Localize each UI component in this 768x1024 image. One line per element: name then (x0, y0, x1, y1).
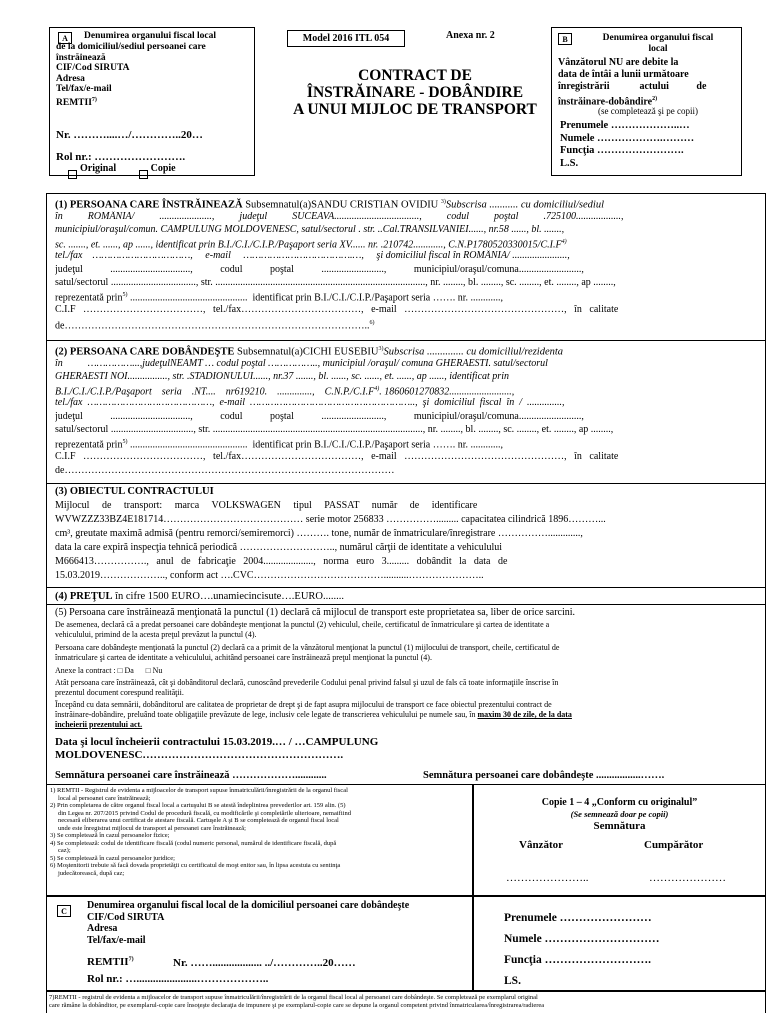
copies-signature-label: Semnătura (593, 820, 646, 832)
decl-deadline: maxim 30 de zile, de la data (477, 710, 572, 719)
box-a-adresa: Adresa (56, 73, 85, 84)
box-c-remtii: REMTII (87, 956, 129, 968)
copies-seller-label: Vânzător (519, 839, 563, 851)
copie-checkbox[interactable] (139, 170, 148, 179)
seller-line-5: tel./fax ……………………………, e-mail ……………………………….…, şi domiciliul fiscal în ROMÂNIA/ ......................, (55, 250, 570, 261)
seller-line-10: de……………………………………………………………………………….. (55, 320, 370, 332)
box-a-remtii-sup: 7) (91, 96, 97, 103)
footnote-line: 2) Prin completarea de către organul fiscal local a cartuşului B se atestă îndeplinirea prevederilor art. 159 alin. (5) (50, 802, 346, 809)
footnote-line: din Legea nr. 207/2015 privind Codul de procedură fiscală, cu modificările şi completările ulterioare, nemaifiind (58, 809, 351, 817)
box-b-text-4-sup: 2) (652, 96, 658, 102)
box-d-functia: Funcţia ………………………. (504, 954, 651, 966)
buyer-line-4: B.I./C.I./C.I.P./Paşaport seria .NT.... nr619210. .............., C.N.P./C.I.F (55, 386, 375, 398)
box-b (551, 27, 742, 176)
footnote-line: 1) REMTII - Registrul de evidenta a mijloacelor de transport supuse înmatriculării/înregistrării de la organul fiscal (50, 787, 348, 794)
contract-title-3: A UNUI MIJLOC DE TRANSPORT (293, 101, 537, 118)
decl-line-11: încheierii prezentului act. (55, 720, 143, 729)
seller-line-8: reprezentată prin (55, 292, 123, 304)
box-a-letter: A (58, 32, 72, 44)
section-object (46, 483, 766, 587)
box-c-nr: Nr. …….................. ../…………..20…… (173, 957, 356, 969)
section-seller (46, 193, 766, 340)
contract-title-2: ÎNSTRĂINARE - DOBÂNDIRE (306, 84, 524, 101)
buyer-sup-3: 3) (378, 346, 384, 352)
buyer-signature[interactable]: Semnătura persoanei care dobândeşte .................……. (423, 770, 665, 781)
decl-line-2: De asemenea, declară că a predat persoanei care dobândeşte menţionat la punctul (2) vehiculul, cheile, certificatul de înmatriculare şi cartea de identitate a (55, 620, 550, 629)
section-buyer (46, 340, 766, 483)
box-d-nume: Numele ………………………… (504, 933, 660, 945)
box-b-nume: Numele ……………….……… (560, 132, 695, 144)
footnote-line: local al persoanei care înstrăinează; (58, 794, 151, 802)
box-b-text-3: înregistrării actului de (558, 81, 707, 92)
copies-buyer-label: Cumpărător (644, 839, 704, 851)
footnote-line: caz); (58, 847, 71, 854)
buyer-line-3: GHERAESTI NOI................, str. .STADIONULUI......, nr.37 ......., bl. ......, sc. ......, et. ......, ap ......, identificat prin (55, 371, 509, 382)
decl-line-8: prezentul document corespund realităţii. (55, 688, 184, 697)
buyer-heading: (2) PERSOANA CARE DOBÂNDEŞTE (55, 346, 235, 358)
section-price (46, 587, 766, 604)
box-c-tel: Tel/fax/e-mail (87, 934, 146, 946)
box-a-rol: Rol nr.: ……………………. (56, 151, 186, 163)
object-line-2: WVWZZZ33BZ4E181714…………………………………… serie motor 256833 ……………......... capacitatea cilindrică 1896………... (55, 514, 606, 525)
box-c-remtii-sup: 7) (128, 956, 134, 963)
decl-line-9: Începând cu data semnării, dobânditorul are calitatea de proprietar de drept şi de fapt asupra mijlocului de transport ce face obiectul prezentului contract de (55, 700, 552, 709)
box-b-title-2: local (648, 44, 668, 54)
contract-date-place-1: Data şi locul încheierii contractului 15.03.2019.… / …CAMPULUNG (55, 736, 379, 748)
buyer-sup-5: 5) (122, 439, 128, 445)
box-b-title-1: Denumirea organului fiscal (602, 33, 714, 43)
buyer-subscrisa: Subscrisa .............. cu domiciliul/rezidenta (383, 346, 564, 358)
section-declarations (46, 604, 766, 784)
buyer-line-6: judeţul ................................, codul poştal ........................., municipiul/oraşul/comuna........................., (55, 411, 584, 422)
box-c (46, 896, 473, 991)
copies-buyer-signature[interactable]: ………………… (649, 872, 726, 884)
box-b-functia: Funcţia ……………………. (560, 145, 684, 156)
contract-title-1: CONTRACT DE (358, 67, 472, 84)
buyer-line-10: de……………………………………………………………………………………… (55, 465, 395, 476)
contract-date-place-2: MOLDOVENESC………………………………………………. (55, 749, 344, 761)
box-b-text-1: Vânzătorul NU are debite la (558, 57, 679, 68)
model-code: Model 2016 ITL 054 (287, 30, 405, 47)
buyer-line-2: în ……………...,judeţulNEAMT … codul poştal …………….., municipiul /oraşul/ comuna GHERAESTI. satul/sectorul (55, 358, 548, 369)
original-label: Original (80, 163, 117, 174)
box-b-text-2: data de întâi a lunii următoare (558, 69, 689, 80)
decl-line-7: Atât persoana care înstrăinează, cât şi dobânditorul declară, cunoscând prevederile Codului penal privind falsul şi uzul de fals că toate informaţiile înscrise în (55, 678, 559, 687)
box-a-cif: CIF/Cod SIRUTA (56, 63, 130, 73)
box-a-tel: Tel/fax/e-mail (56, 84, 112, 94)
copies-subtitle: (Se semnează doar pe copii) (570, 809, 669, 819)
object-line-4: data la care expiră inspecţia tehnică periodică ……………………….., numărul cărţii de identitate a vehiculului (55, 542, 503, 553)
seller-sup-6: 6) (369, 320, 375, 326)
footnote-line: unde este înregistrat mijlocul de transport al persoanei care înstrăinează; (58, 824, 246, 832)
buyer-line-9: C.I.F ………………………………, tel./fax………………………………, e-mail …………………………………………, în calitate (55, 451, 619, 462)
copies-seller-signature[interactable]: ………………….. (506, 872, 589, 884)
original-checkbox[interactable] (68, 170, 77, 179)
box-c-adresa: Adresa (87, 923, 118, 934)
decl-line-5: înmatriculare şi cartea de identitate a vehiculului, achitând persoanei care înstrăinează preţul menţionat la punctul (4). (55, 653, 432, 662)
footnote-line: 4) Se completează: codul de identificare fiscală (codul numeric personal, numărul de identificare fiscală, după (50, 839, 337, 847)
box-a (49, 27, 255, 176)
footnote-line: 3) Se completează în cazul persoanelor fizice; (50, 832, 170, 839)
buyer-line-8b: ............................................... identificat prin B.I./C.I./C.I.P./Paşaport seria ……. nr. ............, (127, 439, 503, 451)
buyer-name: Subsemnatul(a)CICHI EUSEBIU (234, 346, 379, 358)
box-b-text-4: înstrăinare-dobândire (558, 96, 653, 108)
seller-subscrisa: Subscrisa ........... cu domiciliul/sediul (445, 199, 604, 211)
footnote-line: necesară eliberarea unui certificat de atestare fiscală. Cartuşele A şi B se completează de organul fiscal local (58, 817, 339, 824)
box-c-title: Denumirea organului fiscal local de la domiciliul persoanei care dobândeşte (87, 900, 410, 911)
seller-line-6: judeţul ................................, codul poştal ........................., municipiul/oraşul/comuna........................., (55, 264, 584, 275)
seller-sup-4: 4) (561, 239, 567, 245)
box-c-cif: CIF/Cod SIRUTA (87, 911, 165, 923)
box-b-prenume: Prenumele ………………..… (560, 120, 690, 131)
seller-heading: (1) PERSOANA CARE ÎNSTRĂINEAZĂ (55, 199, 243, 211)
box-c-rol: Rol nr.: …......................……………….. (87, 973, 269, 985)
box-a-title-2: de la domiciliul/sediul persoanei care (56, 42, 206, 52)
seller-signature[interactable]: Semnătura persoanei care înstrăinează ………………............ (55, 770, 327, 781)
footer-line-1: 7)REMTII - registrul de evidenta a mijloacelor de transport supuse înmatriculării/înregistrării de la organul fiscal local al persoanei care dobândeşte. Se completează pe exemplarul original (49, 994, 538, 1001)
seller-line-4: sc. ......., et. ......, ap ......, identificat prin B.I./C.I./C.I.P./Paşaport seria XV...... nr. .210742............, C.N.P1780520330015/C.I.F (55, 239, 562, 251)
annex-yes-no: Anexe la contract : □ Da □ Nu (55, 666, 163, 675)
decl-line-3: vehiculului, primind de la acesta preţul prevăzut la punctul (4). (55, 630, 257, 639)
seller-sup-3: 3) (440, 199, 446, 205)
object-line-6: 15.03.2019……………….., conform act ….CVC…………………………………..........………………….. (55, 570, 484, 581)
box-d-ls: LS. (504, 975, 521, 987)
footnotes-box (46, 784, 473, 896)
buyer-line-7: satul/sectorul ................................., str. ...................................................................................., nr. ........, bl. ........, sc. ........, et. ........, ap ........, (55, 424, 614, 435)
seller-sup-5: 5) (122, 292, 128, 298)
footnote-line: judecătorească, după caz; (58, 869, 125, 877)
copies-title: Copie 1 – 4 „Conform cu originalul” (541, 797, 698, 808)
seller-line-9: C.I.F ………………………………, tel./fax………………………………, e-mail …………………………………………, în calitate (55, 304, 619, 315)
footnote-line: 6) Moştenitorii trebuie să facă dovada proprietăţii cu certificatul de moşt enitor sau, în lipsa acestuia cu sentinţa (50, 862, 341, 869)
footer-line-2: care rămâne la dobânditor, pe exemplarul-copie care însoţeşte declaraţia de impunere şi pe exemplarul-copie care se depune la organul competent privind înmatricularea/înregistrarea/radierea (49, 1001, 545, 1009)
copies-box (473, 784, 766, 896)
buyer-sup-4: 4) (374, 386, 380, 392)
footnotes-list (50, 787, 470, 877)
buyer-line-5: tel./fax ……………………………………, e-mail ……………………………………………….., şi domiciliul fiscal în / .............., (55, 397, 565, 408)
box-a-nr: Nr. ………....…/…………..20… (56, 129, 203, 141)
decl-line-4: Persoana care dobândeşte menţionată la punctul (2) declară ca a primit de la vânzătorul menţionat la punctul (1) mijlocului de transport, cheile, certificatul de (55, 643, 560, 652)
box-a-remtii: REMTII (56, 97, 92, 108)
copie-label: Copie (150, 163, 176, 174)
seller-line-3: municipiul/oraşul/comun. CAMPULUNG MOLDOVENESC, satul/sectorul . str. ..Cal.TRANSILVANIEI......, nr.58 ......, bl. ......., (55, 224, 565, 235)
footnote-line: 5) Se completează în cazul persoanelor juridice; (50, 854, 175, 862)
box-d-prenume: Prenumele …………………… (504, 912, 652, 924)
box-b-note: (se completează şi pe copii) (598, 106, 698, 116)
footer-note (46, 991, 766, 1013)
object-heading: (3) OBIECTUL CONTRACTULUI (55, 486, 214, 497)
seller-line-2: în ROMÂNIA/ ....................., judeţul SUCEAVA.................................., codul poştal .725100.................., (55, 211, 624, 222)
buyer-line-8: reprezentată prin (55, 439, 123, 451)
price-value: în cifre 1500 EURO….unamiecincisute….EURO........ (112, 591, 345, 602)
object-line-1: Mijlocul de transport: marca VOLKSWAGEN tipul PASSAT număr de identificare (55, 500, 478, 511)
box-b-letter: B (558, 33, 572, 45)
object-line-5: M666413……………., anul de fabricaţie 2004...................., norma euro 3......... dobândit la data de (55, 556, 508, 567)
decl-line-10: înstrăinare-dobândire, preluând toate obligaţiile prevăzute de lege, inclusiv cele legate de transcrierea vehiculului pe numele sau, în (55, 710, 478, 719)
seller-line-7: satul/sectorul .................................., str. ...................................................................................., nr. ........, bl. ........, sc. ........, et. ........, ap ........, (55, 277, 616, 288)
buyer-cnp: . 1860601270832........................., (379, 386, 515, 398)
price-heading: (4) PREŢUL (55, 591, 113, 602)
seller-name: Subsemnatul(a)SANDU CRISTIAN OVIDIU (242, 199, 441, 211)
object-line-3: cm³, greutate maximă admisă (pentru remorci/semiremorci) ………. tone, număr de înmatriculare/înregistrare ……………............., (55, 528, 583, 539)
box-a-title-3: înstrăinează (56, 52, 106, 63)
box-d (473, 896, 766, 991)
seller-line-8b: ............................................... identificat prin B.I./C.I./C.I.P./Paşaport seria ……. nr. ............, (127, 292, 503, 304)
box-b-ls: L.S. (560, 157, 579, 169)
decl-line-1: (5) Persoana care înstrăinează menţionată la punctul (1) declară că mijlocul de transport este proprietatea sa, liber de orice sarcini. (55, 607, 576, 618)
anexa-label: Anexa nr. 2 (446, 30, 495, 41)
box-a-title-1: Denumirea organului fiscal local (84, 31, 217, 41)
box-c-letter: C (57, 905, 71, 917)
